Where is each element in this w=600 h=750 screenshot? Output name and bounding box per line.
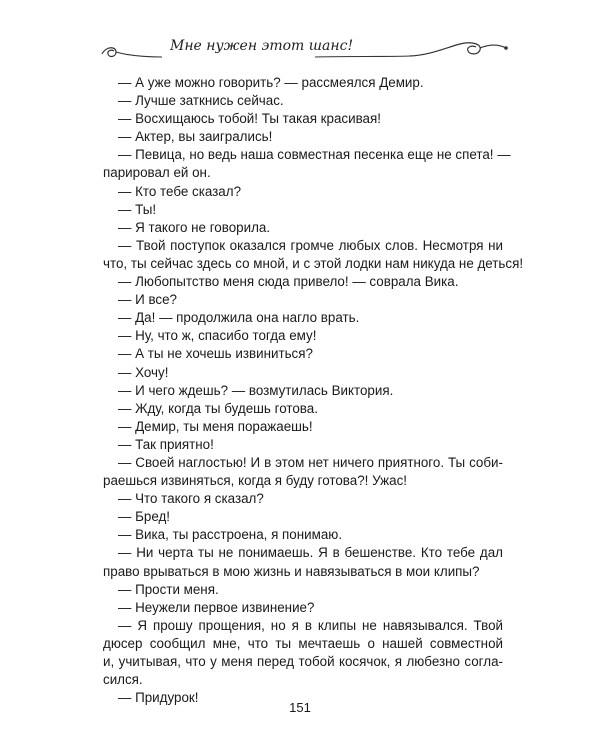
- text-line: — Певица, но ведь наша совместная песенка еще не спета! —: [118, 147, 511, 163]
- text-line: — И чего ждешь? — возмутилась Виктория.: [118, 382, 394, 398]
- text-line: — Бред!: [118, 509, 171, 525]
- text-line: — Прости меня.: [118, 581, 219, 597]
- text-line: — Своей наглостью! И в этом нет ничего приятного. Ты соби-: [118, 454, 503, 470]
- text-line: — Да! — продолжила она нагло врать.: [118, 310, 360, 326]
- text-line: — Вика, ты расстроена, я понимаю.: [118, 527, 343, 543]
- text-line: — Что такого я сказал?: [118, 491, 264, 507]
- page-number: 151: [289, 700, 311, 715]
- text-line: — Лучше заткнись сейчас.: [118, 93, 284, 109]
- text-line: — Ты!: [118, 201, 157, 217]
- text-line: что, ты сейчас здесь со мной, и с этой лодки нам никуда не деться!: [103, 255, 524, 271]
- text-line: — Так приятно!: [118, 436, 214, 452]
- text-line: — Твой поступок оказался громче любых слов. Несмотря ни: [118, 237, 503, 253]
- text-line: — А ты не хочешь извиниться?: [118, 346, 313, 362]
- text-line: — Ни черта ты не понимаешь. Я в бешенстве. Кто тебе дал: [118, 545, 503, 561]
- running-header: [100, 30, 510, 70]
- text-line: — Ну, что ж, спасибо тогда ему!: [118, 328, 317, 344]
- text-line: — Демир, ты меня поражаешь!: [118, 418, 313, 434]
- text-line: — Я такого не говорила.: [118, 219, 271, 235]
- text-line: — Я прошу прощения, но я в клипы не навязывался. Твой: [118, 617, 503, 633]
- text-line: — Неужели первое извинение?: [118, 599, 315, 615]
- text-line: парировал ей он.: [103, 165, 211, 181]
- text-line: — А уже можно говорить? — рассмеялся Демир.: [118, 75, 424, 90]
- text-line: — Придурок!: [118, 690, 199, 706]
- text-line: — Восхищаюсь тобой! Ты такая красивая!: [118, 111, 381, 127]
- text-line: дюсер сообщил мне, что ты мечтаешь о нашей совместной: [103, 635, 503, 651]
- text-line: — Хочу!: [118, 364, 169, 380]
- text-line: — Кто тебе сказал?: [118, 183, 242, 199]
- text-line: раешься извиняться, когда я буду готова?! Ужас!: [103, 473, 407, 489]
- text-line: — И все?: [118, 292, 178, 308]
- text-line: и, учитывая, что у меня перед тобой косячок, я любезно согла-: [103, 654, 503, 669]
- header-title: Мне нужен этот шанс!: [170, 38, 354, 54]
- text-line: — Актер, вы заигрались!: [118, 129, 273, 145]
- text-line: сился.: [103, 672, 143, 688]
- body-text: [103, 74, 524, 707]
- text-line: право врываться в мою жизнь и навязываться в мои клипы?: [103, 563, 480, 579]
- text-line: — Жду, когда ты будешь готова.: [118, 400, 318, 416]
- text-line: — Любопытство меня сюда привело! — соврала Вика.: [118, 274, 459, 290]
